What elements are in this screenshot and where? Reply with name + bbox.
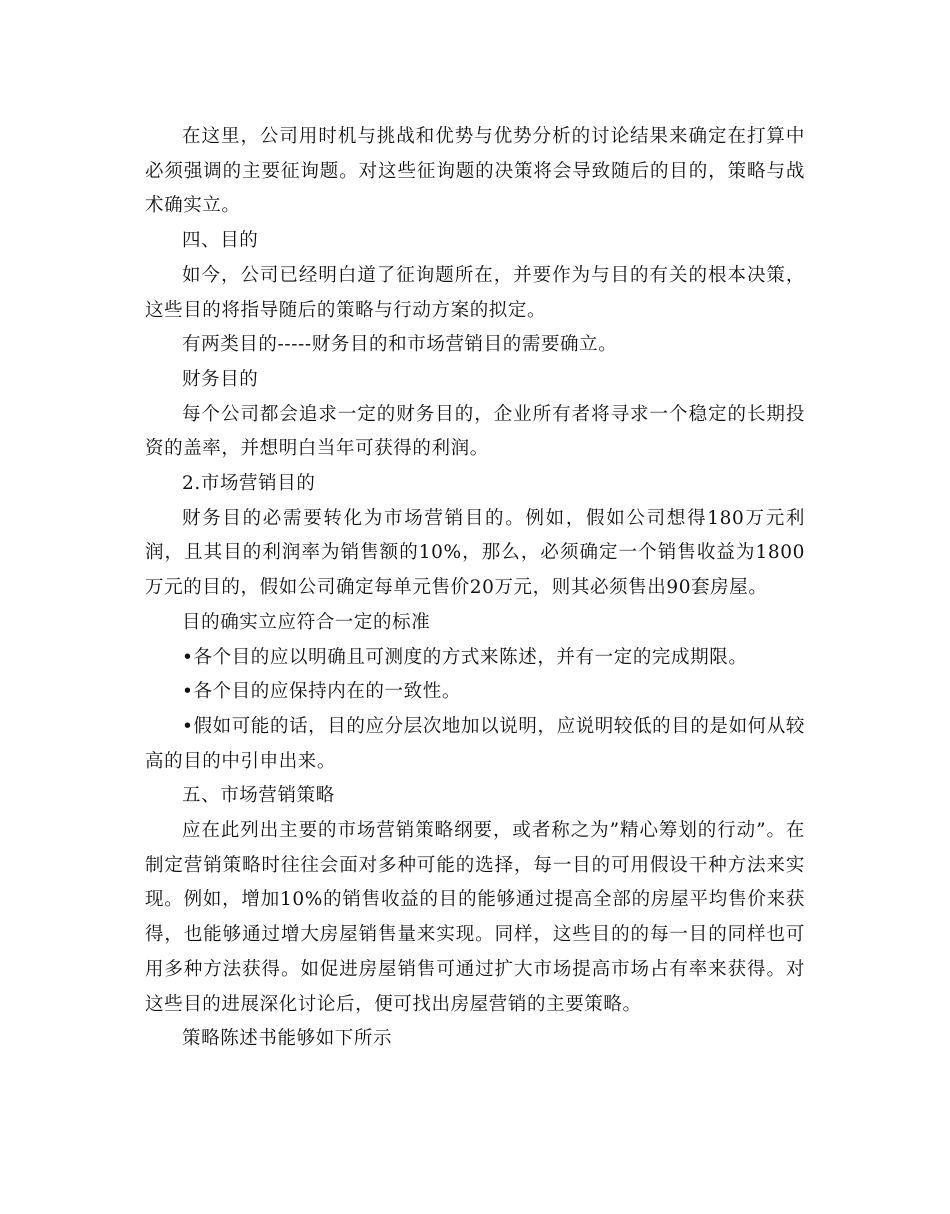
paragraph-marketing-strategy: 应在此列出主要的市场营销策略纲要，或者称之为”精心筹划的行动”。在制定营销策略时往往会面对多种可能的选择，每一目的可用假设干种方法来实现。例如，增加10%的销售收益的目的能够通过提高全部的房屋平均售价来获得，也能够通过增大房屋销售量来实现。同样，这些目的的每一目的同样也可用多种方法获得。如促进房屋销售可通过扩大市场提高市场占有率来获得。对这些目的进展深化讨论后，便可找出房屋营销的主要策略。 — [145, 820, 805, 1015]
subheading-marketing-objectives: 2.市场营销目的 — [182, 473, 316, 495]
paragraph-two-objective-types: 有两类目的-----财务目的和市场营销目的需要确立。 — [182, 334, 618, 356]
paragraph-marketing-objectives: 财务目的必需要转化为市场营销目的。例如，假如公司想得180万元利润，且其目的利润率为销售额的10%，那么，必须确定一个销售收益为1800万元的目的，假如公司确定每单元售价20万元，则其必须售出90套房屋。 — [145, 507, 805, 599]
paragraph-strategy-statement: 策略陈述书能够如下所示 — [182, 1028, 393, 1050]
section-heading-marketing-strategy: 五、市场营销策略 — [182, 785, 335, 807]
bullet-item-hierarchy: •假如可能的话，目的应分层次地加以说明，应说明较低的目的是如何从较高的目的中引申出来。 — [145, 715, 805, 772]
paragraph-objective-standards: 目的确实立应符合一定的标准 — [182, 611, 431, 633]
section-heading-objectives: 四、目的 — [182, 230, 259, 252]
paragraph-intro: 在这里，公司用时机与挑战和优势与优势分析的讨论结果来确定在打算中必须强调的主要征询题。对这些征询题的决策将会导致随后的目的，策略与战术确实立。 — [145, 126, 805, 217]
document-body — [145, 120, 805, 1057]
subheading-financial-objectives: 财务目的 — [182, 368, 259, 390]
bullet-item-measurable: •各个目的应以明确且可测度的方式来陈述，并有一定的完成期限。 — [182, 646, 748, 668]
paragraph-financial-objectives: 每个公司都会追求一定的财务目的，企业所有者将寻求一个稳定的长期投资的盖率，并想明白当年可获得的利润。 — [145, 403, 805, 460]
bullet-item-consistency: •各个目的应保持内在的一致性。 — [182, 681, 461, 703]
paragraph-objectives-intro: 如今，公司已经明白道了征询题所在，并要作为与目的有关的根本决策，这些目的将指导随后的策略与行动方案的拟定。 — [145, 264, 805, 321]
